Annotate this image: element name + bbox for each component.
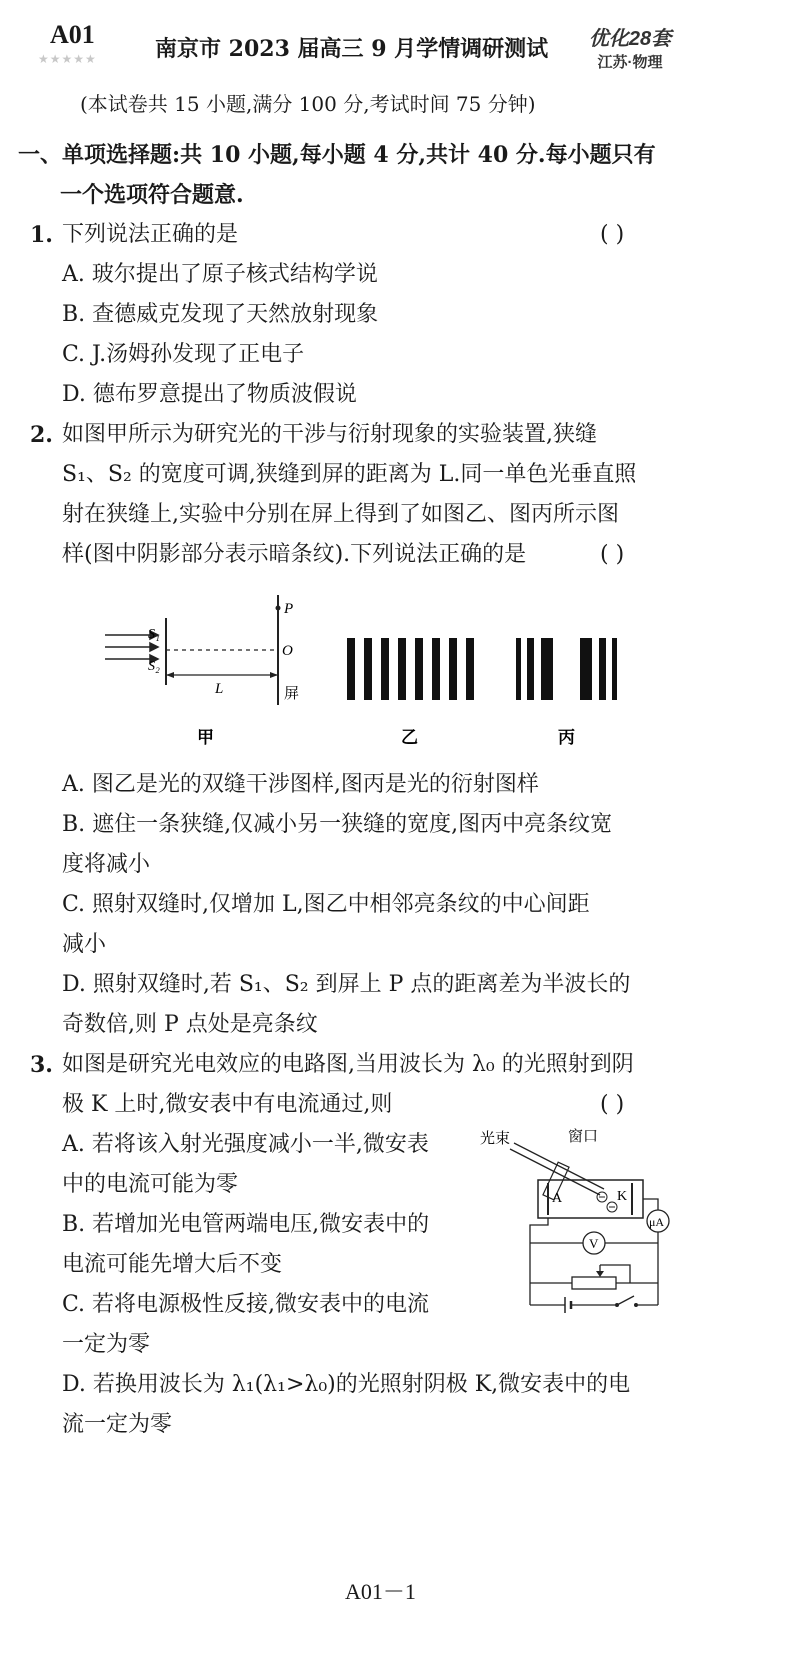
label-microammeter: μA	[649, 1215, 665, 1229]
q3-option-c-cont: 一定为零	[62, 1332, 151, 1357]
label-voltmeter: V	[589, 1236, 599, 1251]
q3-option-b-cont: 电流可能先增大后不变	[62, 1252, 283, 1277]
q2-option-b-cont: 度将减小	[62, 852, 151, 877]
section-heading-line1: 一、单项选择题:共 10 小题,每小题 4 分,共计 40 分.每小题只有	[18, 142, 656, 168]
q2-stem-line2: S₁、S₂ 的宽度可调,狭缝到屏的距离为 L.同一单色光垂直照	[62, 462, 637, 487]
q2-option-d: D. 照射双缝时,若 S₁、S₂ 到屏上 P 点的距离差为半波长的	[62, 972, 631, 997]
q3-option-d: D. 若换用波长为 λ₁(λ₁>λ₀)的光照射阴极 K,微安表中的电	[62, 1372, 631, 1397]
label-bing: 丙	[558, 728, 575, 747]
q2-option-a: A. 图乙是光的双缝干涉图样,图丙是光的衍射图样	[62, 772, 539, 797]
q3-circuit-figure	[480, 1125, 680, 1325]
q2-stem-line4: 样(图中阴影部分表示暗条纹).下列说法正确的是	[62, 542, 527, 567]
page-number: A01－1	[345, 1579, 416, 1604]
star-decoration-icon: ★★★★★	[38, 52, 97, 66]
q2-stem-line1: 如图甲所示为研究光的干涉与衍射现象的实验装置,狭缝	[62, 422, 597, 447]
q1-stem: 下列说法正确的是	[62, 222, 239, 247]
q3-stem-line1: 如图是研究光电效应的电路图,当用波长为 λ₀ 的光照射到阴	[62, 1052, 634, 1077]
q1-option-c: C. J.汤姆孙发现了正电子	[62, 342, 305, 367]
label-screen: 屏	[284, 686, 300, 702]
q2-number: 2.	[30, 422, 53, 448]
q2-answer-paren: ( )	[600, 542, 625, 567]
q1-option-b: B. 查德威克发现了天然放射现象	[62, 302, 379, 327]
q3-answer-paren: ( )	[600, 1092, 625, 1117]
q2-figure	[100, 590, 660, 750]
q2-option-c: C. 照射双缝时,仅增加 L,图乙中相邻亮条纹的中心间距	[62, 892, 590, 917]
label-k: K	[617, 1189, 628, 1204]
label-yi: 乙	[401, 728, 418, 747]
figure-jia-apparatus	[105, 595, 299, 705]
brand-line2: 江苏·物理	[597, 54, 663, 71]
label-a: A	[552, 1191, 563, 1206]
exam-title: 南京市 2023 届高三 9 月学情调研测试	[155, 36, 549, 62]
label-jia: 甲	[197, 728, 214, 747]
label-s1: S₁	[148, 627, 160, 642]
label-l: L	[215, 681, 224, 697]
q1-option-a: A. 玻尔提出了原子核式结构学说	[62, 262, 378, 287]
q3-option-c: C. 若将电源极性反接,微安表中的电流	[62, 1292, 430, 1317]
q3-number: 3.	[30, 1052, 53, 1078]
figure-yi-pattern	[347, 638, 474, 700]
q3-option-b: B. 若增加光电管两端电压,微安表中的	[62, 1212, 430, 1237]
q1-option-d: D. 德布罗意提出了物质波假说	[62, 382, 357, 407]
q2-option-c-cont: 减小	[62, 932, 107, 957]
q3-stem-line2: 极 K 上时,微安表中有电流通过,则	[62, 1092, 393, 1117]
label-p: P	[284, 601, 294, 617]
q3-option-a-cont: 中的电流可能为零	[62, 1172, 239, 1197]
exam-code: A01	[50, 20, 95, 49]
label-o: O	[282, 643, 293, 659]
q2-option-d-cont: 奇数倍,则 P 点处是亮条纹	[62, 1012, 318, 1037]
section-heading-line2: 一个选项符合题意.	[60, 182, 244, 208]
label-s2: S₂	[148, 659, 160, 674]
label-beam: 光束	[480, 1131, 511, 1147]
brand-logo	[580, 22, 680, 72]
figure-bing-pattern	[516, 638, 617, 700]
q3-option-d-cont: 流一定为零	[62, 1412, 173, 1437]
brand-line1: 优化28套	[588, 28, 672, 50]
q2-option-b: B. 遮住一条狭缝,仅减小另一狭缝的宽度,图丙中亮条纹宽	[62, 812, 613, 837]
q2-stem-line3: 射在狭缝上,实验中分别在屏上得到了如图乙、图丙所示图	[62, 502, 619, 527]
q1-number: 1.	[30, 222, 53, 248]
q3-option-a: A. 若将该入射光强度减小一半,微安表	[62, 1132, 429, 1157]
q1-answer-paren: ( )	[600, 222, 625, 247]
exam-subtitle: (本试卷共 15 小题,满分 100 分,考试时间 75 分钟)	[80, 92, 536, 116]
label-window: 窗口	[568, 1129, 599, 1145]
